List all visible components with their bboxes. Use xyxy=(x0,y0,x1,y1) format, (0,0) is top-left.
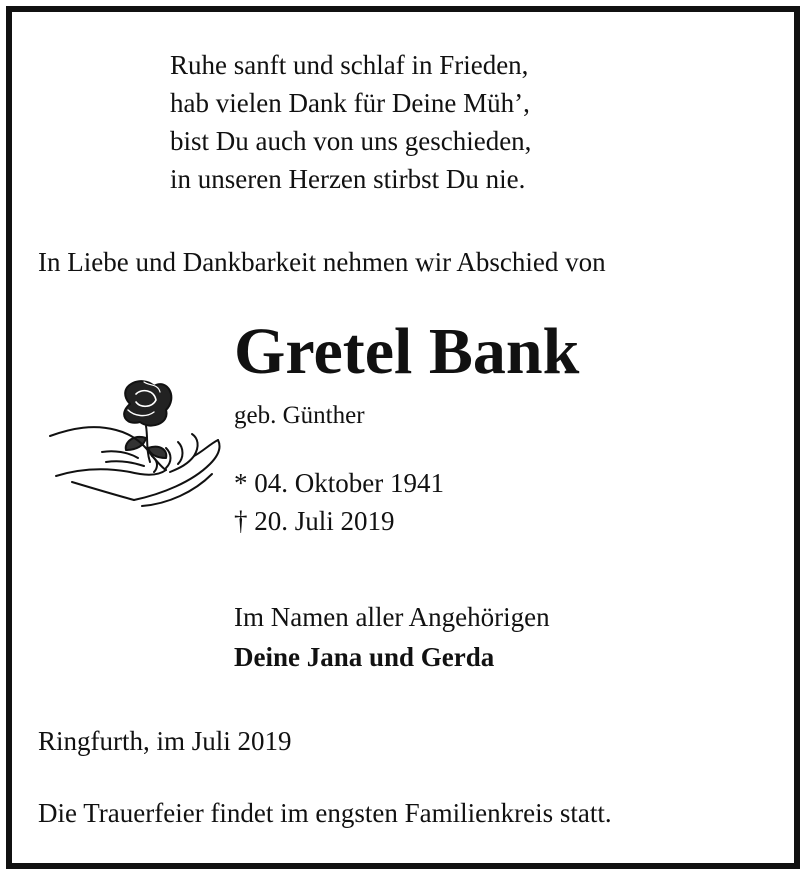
hands-holding-rose-icon xyxy=(42,364,222,514)
poem-line-2: hab vielen Dank für Deine Müh’, xyxy=(170,88,530,118)
poem xyxy=(170,46,531,198)
place-date: Ringfurth, im Juli 2019 xyxy=(38,726,292,756)
family-names: Deine Jana und Gerda xyxy=(234,642,495,672)
life-dates xyxy=(234,464,444,540)
birth-date: * 04. Oktober 1941 xyxy=(234,468,444,498)
deceased-name: Gretel Bank xyxy=(234,315,580,388)
poem-line-4: in unseren Herzen stirbst Du nie. xyxy=(170,164,526,194)
poem-line-3: bist Du auch von uns geschieden, xyxy=(170,126,532,156)
family-intro: Im Namen aller Angehörigen xyxy=(234,602,550,632)
obituary-frame xyxy=(6,6,800,869)
farewell-intro: In Liebe und Dankbarkeit nehmen wir Abschied von xyxy=(38,247,606,277)
maiden-name: geb. Günther xyxy=(234,402,365,429)
death-date: † 20. Juli 2019 xyxy=(234,506,395,536)
poem-line-1: Ruhe sanft und schlaf in Frieden, xyxy=(170,50,529,80)
ceremony-note: Die Trauerfeier findet im engsten Familienkreis statt. xyxy=(38,798,612,828)
